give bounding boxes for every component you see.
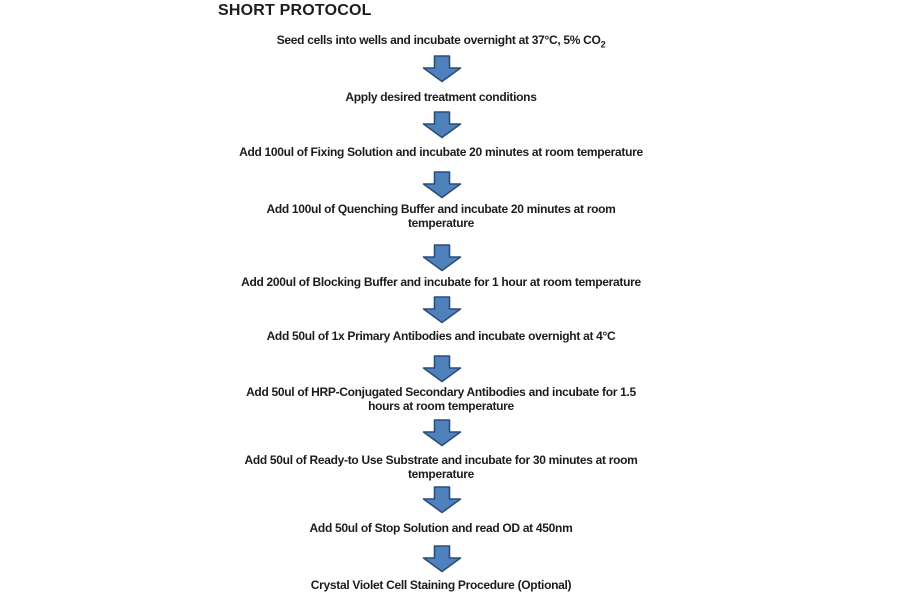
down-arrow-icon bbox=[422, 486, 462, 514]
flow-step bbox=[141, 202, 741, 230]
down-arrow-icon bbox=[422, 244, 462, 272]
step-text: Seed cells into wells and incubate overnight at 37°C, 5% CO bbox=[276, 33, 601, 47]
step-text: Crystal Violet Cell Staining Procedure (Optional) bbox=[310, 578, 572, 592]
step-text: Add 50ul of 1x Primary Antibodies and incubate overnight at 4°C bbox=[266, 329, 616, 343]
step-text: temperature bbox=[407, 216, 475, 230]
flow-step bbox=[141, 329, 741, 343]
down-arrow-icon bbox=[422, 355, 462, 383]
flow-step bbox=[141, 275, 741, 289]
down-arrow-icon bbox=[422, 419, 462, 447]
down-arrow-icon bbox=[422, 296, 462, 324]
flow-step bbox=[141, 385, 741, 413]
down-arrow-icon bbox=[422, 545, 462, 573]
flow-step bbox=[141, 578, 741, 592]
flow-step bbox=[141, 90, 741, 104]
flow-step bbox=[141, 33, 741, 51]
step-text: Add 200ul of Blocking Buffer and incubate for 1 hour at room temperature bbox=[241, 275, 641, 289]
step-text: Add 50ul of HRP-Conjugated Secondary Antibodies and incubate for 1.5 bbox=[246, 385, 636, 399]
flow-step bbox=[141, 453, 741, 481]
flow-step bbox=[141, 145, 741, 159]
down-arrow-icon bbox=[422, 171, 462, 199]
page-title: SHORT PROTOCOL bbox=[218, 2, 372, 19]
subscript-2: 2 bbox=[600, 39, 606, 50]
down-arrow-icon bbox=[422, 55, 462, 83]
down-arrow-icon bbox=[422, 111, 462, 139]
step-text: Add 50ul of Stop Solution and read OD at 450nm bbox=[309, 521, 573, 535]
step-text: hours at room temperature bbox=[368, 399, 514, 413]
flow-column bbox=[141, 0, 741, 594]
step-text: Apply desired treatment conditions bbox=[345, 90, 537, 104]
step-text: Add 100ul of Fixing Solution and incubate 20 minutes at room temperature bbox=[239, 145, 643, 159]
step-text: temperature bbox=[407, 467, 475, 481]
step-text: Add 100ul of Quenching Buffer and incubate 20 minutes at room bbox=[266, 202, 616, 216]
flow-step bbox=[141, 521, 741, 535]
step-text: Add 50ul of Ready-to Use Substrate and incubate for 30 minutes at room bbox=[244, 453, 638, 467]
